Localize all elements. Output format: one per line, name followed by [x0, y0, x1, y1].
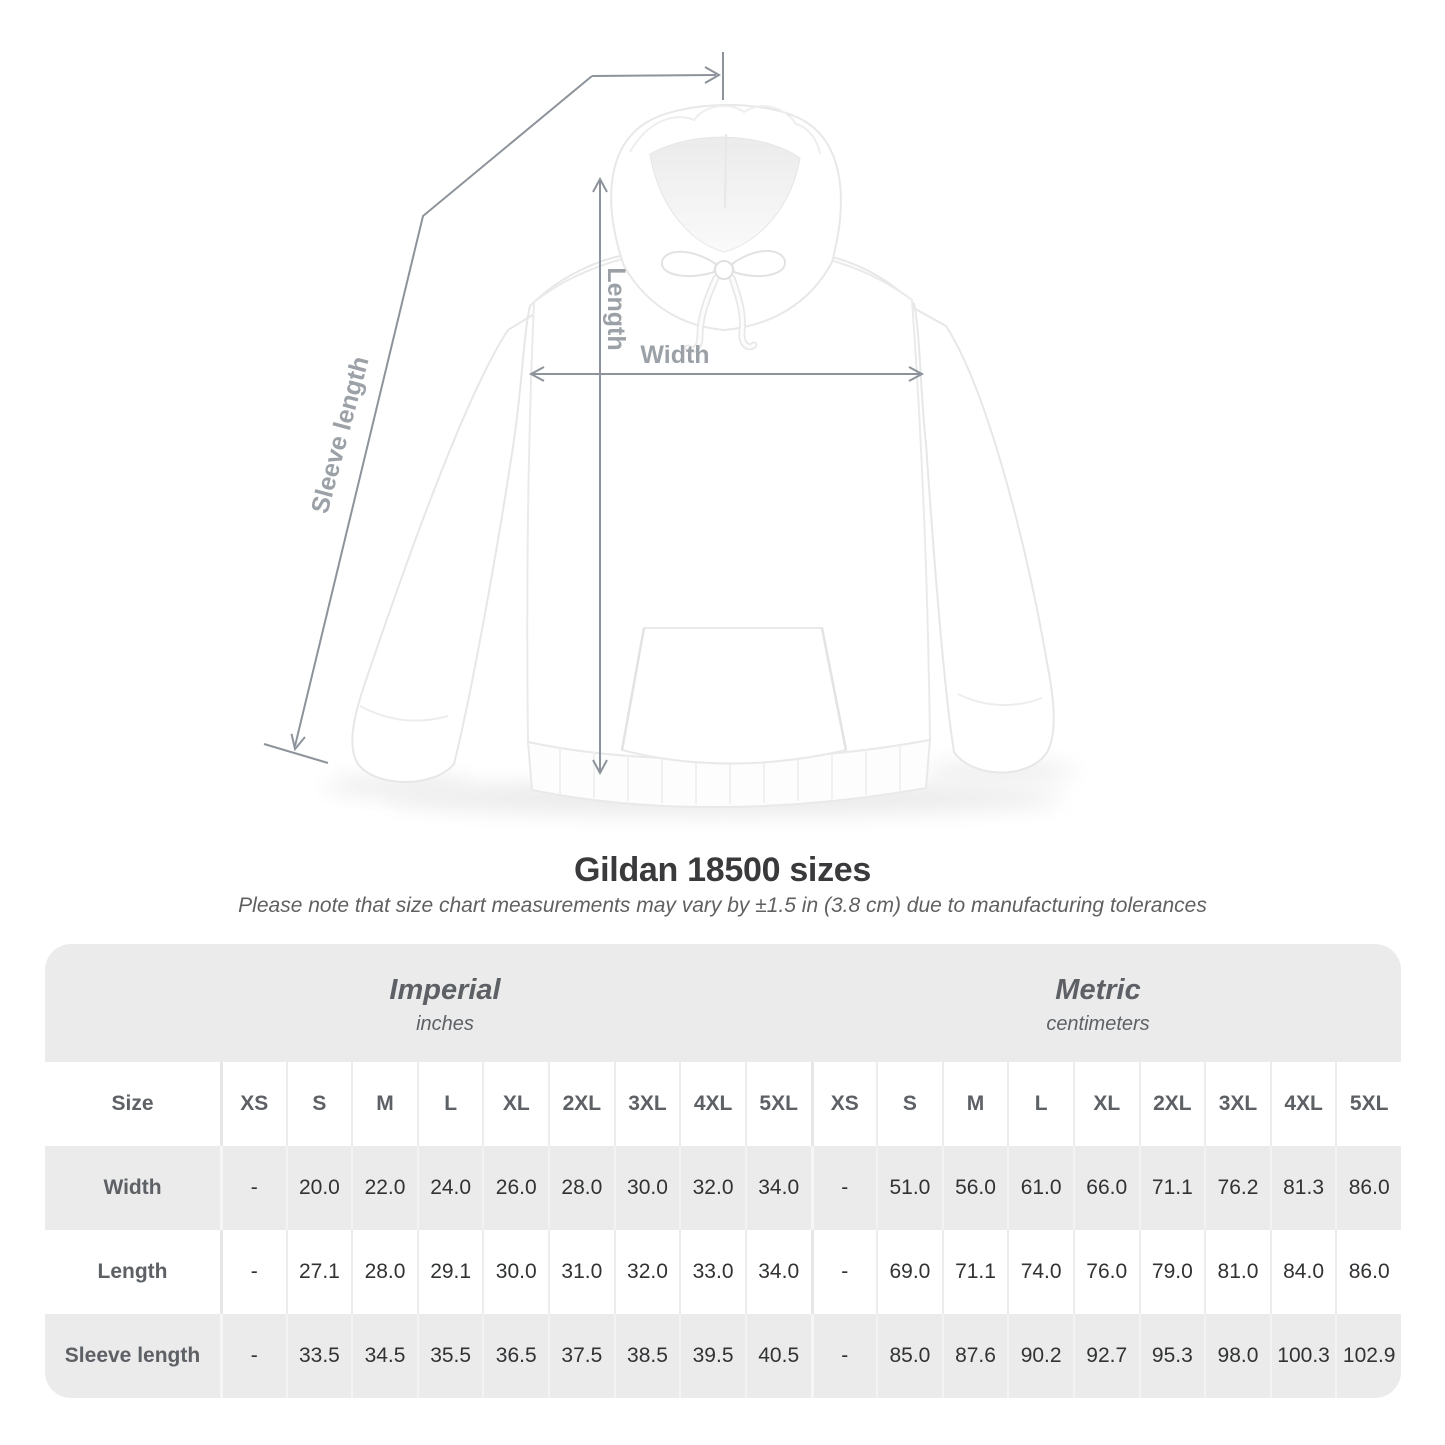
row-label: Sleeve length — [64, 1344, 201, 1367]
value-cell: 26.0 — [482, 1146, 548, 1230]
value-cell: 81.3 — [1270, 1146, 1336, 1230]
page-title: Gildan 18500 sizes — [574, 851, 871, 889]
size-col-header: XL — [482, 1062, 548, 1146]
value-cell: 90.2 — [1007, 1314, 1073, 1398]
size-col-header: XS — [220, 1062, 286, 1146]
size-col-header: XL — [1073, 1062, 1139, 1146]
value-cell: 86.0 — [1335, 1146, 1401, 1230]
size-col-header: 5XL — [1335, 1062, 1401, 1146]
size-header-row — [45, 1062, 1401, 1146]
value-cell: 102.9 — [1335, 1314, 1401, 1398]
value-cell: - — [220, 1146, 286, 1230]
kangaroo-pocket — [622, 628, 846, 764]
value-cell: 85.0 — [876, 1314, 942, 1398]
size-col-header: S — [286, 1062, 352, 1146]
value-cell: 27.1 — [286, 1230, 352, 1314]
size-col-header: 3XL — [614, 1062, 680, 1146]
size-col-header: 5XL — [745, 1062, 811, 1146]
row-label: Length — [97, 1260, 168, 1283]
value-cell: 38.5 — [614, 1314, 680, 1398]
value-cell: 30.0 — [614, 1146, 680, 1230]
imperial-title: Imperial — [389, 974, 501, 1006]
value-cell: 39.5 — [679, 1314, 745, 1398]
value-cell: 56.0 — [942, 1146, 1008, 1230]
size-col-header: L — [1007, 1062, 1073, 1146]
size-col-header: 2XL — [1139, 1062, 1205, 1146]
value-cell: 40.5 — [745, 1314, 811, 1398]
size-col-header: 3XL — [1204, 1062, 1270, 1146]
value-cell: 71.1 — [942, 1230, 1008, 1314]
row-label: Width — [103, 1176, 162, 1199]
size-col-header: 4XL — [1270, 1062, 1336, 1146]
value-cell: 32.0 — [614, 1230, 680, 1314]
metric-title: Metric — [1055, 974, 1141, 1006]
metric-header — [810, 944, 1401, 1062]
value-cell: 61.0 — [1007, 1146, 1073, 1230]
value-cell: 34.0 — [745, 1230, 811, 1314]
size-header-label: Size — [111, 1092, 154, 1115]
value-cell: 76.0 — [1073, 1230, 1139, 1314]
hoodie-illustration — [325, 105, 1075, 816]
table-row-length — [45, 1230, 1401, 1314]
value-cell: 28.0 — [351, 1230, 417, 1314]
sleeve-length-label: Sleeve length — [305, 353, 375, 517]
value-cell: - — [811, 1146, 877, 1230]
table-row-width — [45, 1146, 1401, 1230]
value-cell: - — [811, 1230, 877, 1314]
value-cell: 76.2 — [1204, 1146, 1270, 1230]
value-cell: 34.5 — [351, 1314, 417, 1398]
width-label: Width — [640, 341, 710, 369]
value-cell: 87.6 — [942, 1314, 1008, 1398]
size-col-header: XS — [811, 1062, 877, 1146]
value-cell: 81.0 — [1204, 1230, 1270, 1314]
value-cell: 69.0 — [876, 1230, 942, 1314]
size-col-header: S — [876, 1062, 942, 1146]
value-cell: 100.3 — [1270, 1314, 1336, 1398]
size-col-header: M — [351, 1062, 417, 1146]
value-cell: 92.7 — [1073, 1314, 1139, 1398]
value-cell: 95.3 — [1139, 1314, 1205, 1398]
value-cell: 30.0 — [482, 1230, 548, 1314]
value-cell: 32.0 — [679, 1146, 745, 1230]
value-cell: 33.0 — [679, 1230, 745, 1314]
table-row-sleeve-length — [45, 1314, 1401, 1398]
value-cell: 31.0 — [548, 1230, 614, 1314]
value-cell: 29.1 — [417, 1230, 483, 1314]
unit-band — [45, 944, 1401, 1062]
value-cell: 34.0 — [745, 1146, 811, 1230]
size-col-header: 2XL — [548, 1062, 614, 1146]
value-cell: 84.0 — [1270, 1230, 1336, 1314]
value-cell: - — [220, 1314, 286, 1398]
value-cell: 98.0 — [1204, 1314, 1270, 1398]
value-cell: 24.0 — [417, 1146, 483, 1230]
value-cell: 22.0 — [351, 1146, 417, 1230]
page-subtitle: Please note that size chart measurements may vary by ±1.5 in (3.8 cm) due to manufacturing tolerances — [238, 894, 1207, 917]
metric-unit: centimeters — [1046, 1013, 1150, 1035]
value-cell: 66.0 — [1073, 1146, 1139, 1230]
value-cell: 28.0 — [548, 1146, 614, 1230]
value-cell: 74.0 — [1007, 1230, 1073, 1314]
imperial-header — [45, 944, 810, 1062]
imperial-unit: inches — [416, 1013, 474, 1035]
value-cell: 79.0 — [1139, 1230, 1205, 1314]
value-cell: 20.0 — [286, 1146, 352, 1230]
size-col-header: 4XL — [679, 1062, 745, 1146]
length-label: Length — [602, 267, 630, 351]
size-col-header: M — [942, 1062, 1008, 1146]
value-cell: 71.1 — [1139, 1146, 1205, 1230]
value-cell: - — [811, 1314, 877, 1398]
value-cell: - — [220, 1230, 286, 1314]
value-cell: 37.5 — [548, 1314, 614, 1398]
value-cell: 35.5 — [417, 1314, 483, 1398]
value-cell: 36.5 — [482, 1314, 548, 1398]
value-cell: 86.0 — [1335, 1230, 1401, 1314]
value-cell: 51.0 — [876, 1146, 942, 1230]
size-col-header: L — [417, 1062, 483, 1146]
value-cell: 33.5 — [286, 1314, 352, 1398]
size-table — [45, 944, 1401, 1398]
